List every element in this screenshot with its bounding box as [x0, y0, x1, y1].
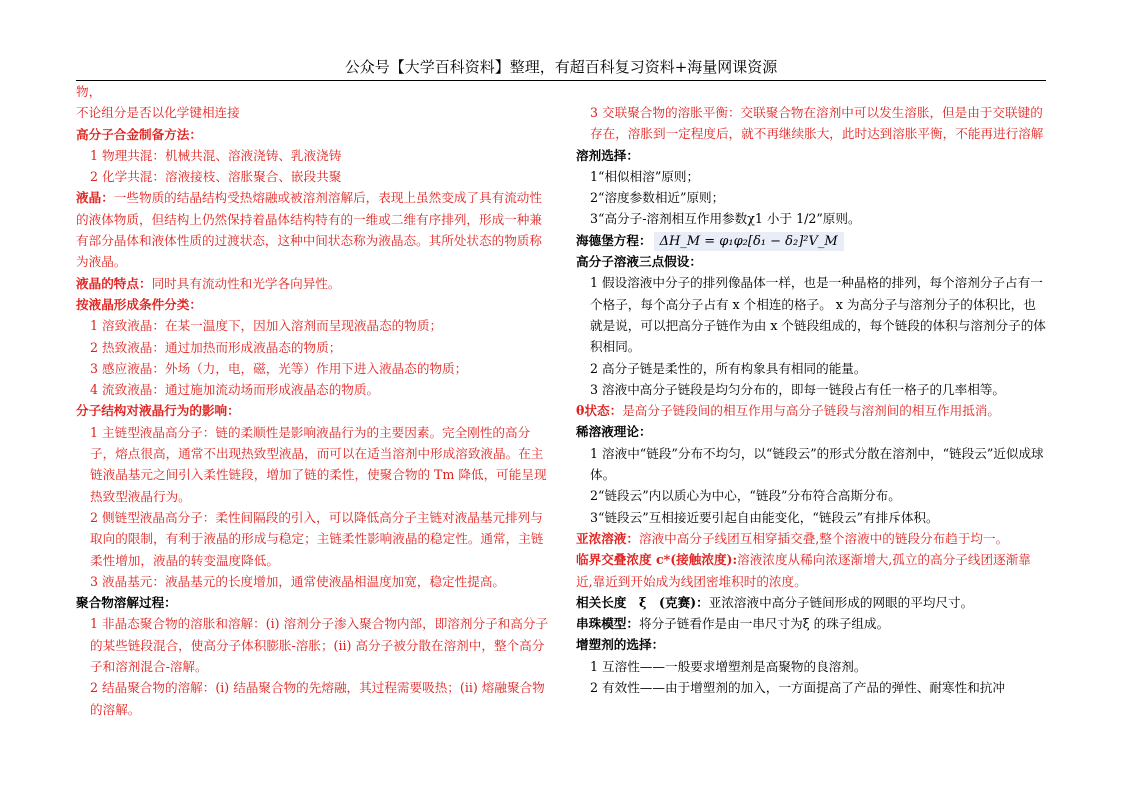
paragraph-text: 1 互溶性——一般要求增塑剂是高聚物的良溶剂。 — [590, 658, 867, 674]
paragraph-text: 2“链段云”内以质心为中心，“链段”分布符合高斯分布。 — [590, 488, 901, 504]
term-label: θ状态： — [576, 403, 623, 419]
left-paragraph — [76, 358, 550, 379]
paragraph-text: 1 溶液中“链段”分布不均匀，以“链段云”的形式分散在溶剂中，“链段云”近似成球体。 — [590, 445, 1044, 483]
term-label: 相关长度 ξ (克赛)： — [576, 594, 709, 610]
paragraph-text: 同时具有流动性和光学各向异性。 — [151, 275, 341, 291]
paragraph-text: 3 液晶基元：液晶基元的长度增加，通常使液晶相温度加宽，稳定性提高。 — [90, 573, 506, 589]
right-paragraph — [576, 549, 1047, 592]
paragraph-text: 稀溶液理论： — [576, 424, 652, 440]
right-paragraph — [576, 145, 1047, 166]
paragraph-text: 将分子链看作是由一串尺寸为ξ 的珠子组成。 — [638, 616, 890, 632]
paragraph-text: 1 物理共混：机械共混、溶液浇铸、乳液浇铸 — [90, 147, 342, 163]
paragraph-text: 是高分子链段间的相互作用与高分子链段与溶剂间的相互作用抵消。 — [622, 403, 1000, 419]
left-paragraph — [76, 294, 550, 315]
paragraph-text: 物， — [76, 84, 102, 99]
paragraph-text: 一些物质的结晶结构受热熔融或被溶剂溶解后，表现上虽然变成了具有流动性的液体物质，但结构上仍然保持着晶体结构特有的一维或二维有序排列，形成一种兼有部分晶体和液体性质的过渡状态，这种中间状态称为液晶态。其所处状态的物质称为液晶。 — [76, 190, 542, 270]
right-paragraph — [576, 358, 1047, 379]
right-paragraph — [576, 485, 1047, 506]
right-paragraph — [576, 166, 1047, 187]
left-paragraph — [76, 571, 550, 592]
left-column — [76, 81, 550, 720]
left-paragraph — [76, 166, 550, 187]
right-paragraph — [576, 102, 1047, 145]
paragraph-text: 高分子溶液三点假设： — [576, 254, 702, 270]
left-paragraph — [76, 273, 550, 294]
right-paragraph — [576, 507, 1047, 528]
paragraph-text: 3“链段云”互相接近要引起自由能变化，“链段云”有排斥体积。 — [590, 509, 939, 525]
paragraph-text: 2 侧链型液晶高分子：柔性间隔段的引入，可以降低高分子主链对液晶基元排列与取向的限制，有利于液晶的形成与稳定；主链柔性影响液晶的稳定性。通常，主链柔性增加，液晶的转变温度降低。 — [90, 509, 544, 568]
right-column — [576, 102, 1047, 698]
paragraph-text: 不论组分是否以化学键相连接 — [76, 105, 240, 121]
paragraph-text: 1 主链型液晶高分子：链的柔顺性是影响液晶行为的主要因素。完全刚性的高分子，熔点很高，通常不出现热致型液晶，而可以在适当溶剂中形成溶致液晶。在主链液晶基元之间引入柔性链段，增加了链的柔性，使聚合物的 Tm 降低，可能呈现热致型液晶行为。 — [90, 424, 547, 504]
right-paragraph — [576, 656, 1047, 677]
left-paragraph — [76, 613, 550, 677]
right-paragraph — [576, 634, 1047, 655]
paragraph-text: 溶液中高分子线团互相穿插交叠,整个溶液中的链段分布趋于均一。 — [638, 530, 1009, 546]
page-header: 公众号【大学百科资料】整理，有超百科复习资料+海量网课资源 — [344, 58, 778, 76]
right-paragraph — [576, 272, 1047, 357]
left-paragraph — [76, 677, 550, 720]
left-paragraph — [76, 507, 550, 571]
term-label: 临界交叠浓度 c*(接触浓度): — [576, 552, 738, 568]
left-paragraph — [76, 315, 550, 336]
paragraph-text: 1“相似相溶”原则； — [590, 168, 700, 184]
paragraph-text: 增塑剂的选择： — [576, 637, 665, 653]
left-paragraph — [76, 187, 550, 272]
term-label: 海德堡方程： — [576, 232, 652, 248]
paragraph-text: 2 化学共混：溶液接枝、溶胀聚合、嵌段共聚 — [90, 169, 342, 185]
paragraph-text: 1 假设溶液中分子的排列像晶体一样，也是一种晶格的排列，每个溶剂分子占有一个格子，每个高分子占有 x 个相连的格子。 x 为高分子与溶剂分子的体积比，也就是说，可以把高分子链作为由 x 个链段组成的，每个链段的体积与溶剂分子的体积相同。 — [590, 275, 1046, 355]
term-label: 液晶： — [76, 190, 114, 206]
paragraph-text: 2 高分子链是柔性的，所有构象具有相同的能量。 — [590, 360, 867, 376]
right-paragraph — [576, 677, 1047, 698]
paragraph-text: 高分子合金制备方法： — [76, 126, 202, 142]
left-paragraph — [76, 145, 550, 166]
left-paragraph — [76, 379, 550, 400]
right-paragraph — [576, 251, 1047, 272]
term-label: 串珠模型： — [576, 616, 639, 632]
term-label: 亚浓溶液： — [576, 530, 639, 546]
left-paragraph — [76, 422, 550, 507]
paragraph-text: 分子结构对液晶行为的影响： — [76, 403, 240, 419]
paragraph-text: 聚合物溶解过程： — [76, 595, 177, 611]
left-paragraph — [76, 337, 550, 358]
right-paragraph — [576, 379, 1047, 400]
left-paragraph — [76, 124, 550, 145]
paragraph-text: 3 溶液中高分子链段是均匀分布的，即每一链段占有任一格子的几率相等。 — [590, 381, 1006, 397]
right-paragraph — [576, 187, 1047, 208]
paragraph-text: 溶剂选择： — [576, 147, 639, 163]
paragraph-text: 2 热致液晶：通过加热而形成液晶态的物质； — [90, 339, 342, 355]
paragraph-text: 亚浓溶液中高分子链间形成的网眼的平均尺寸。 — [708, 594, 974, 610]
right-paragraph — [576, 443, 1047, 486]
right-paragraph — [576, 421, 1047, 442]
right-paragraph — [576, 208, 1047, 229]
paragraph-text: 2 有效性——由于增塑剂的加入，一方面提高了产品的弹性、耐寒性和抗冲 — [590, 680, 1006, 696]
paragraph-text: 1 非晶态聚合物的溶胀和溶解：(i) 溶剂分子渗入聚合物内部，即溶剂分子和高分子的某些链段混合，使高分子体积膨胀-溶胀；(ii) 高分子被分散在溶剂中，整个高分子和溶剂混合-溶解。 — [90, 616, 549, 675]
paragraph-text: 3“高分子-溶剂相互作用参数χ1 小于 1/2”原则。 — [590, 211, 861, 227]
right-paragraph — [576, 230, 1047, 251]
heidelberg-formula: ΔH_M = φ₁φ₂[δ₁ − δ₂]²V_M — [654, 232, 844, 251]
paragraph-text: 3 感应液晶：外场（力，电，磁，光等）作用下进入液晶态的物质； — [90, 360, 468, 376]
left-paragraph — [76, 81, 550, 102]
right-paragraph — [576, 613, 1047, 634]
left-paragraph — [76, 102, 550, 123]
paragraph-text: 4 流致液晶：通过施加流动场而形成液晶态的物质。 — [90, 382, 380, 398]
paragraph-text: 溶液浓度从稀向浓逐渐增大,孤立的高分子线团逐渐靠近,靠近到开始成为线团密堆积时的浓度。 — [576, 552, 1031, 589]
right-paragraph — [576, 592, 1047, 613]
left-paragraph — [76, 400, 550, 421]
paragraph-text: 2“溶度参数相近”原则； — [590, 190, 725, 206]
left-paragraph — [76, 592, 550, 613]
right-paragraph — [576, 528, 1047, 549]
term-label: 液晶的特点： — [76, 275, 152, 291]
paragraph-text: 按液晶形成条件分类： — [76, 296, 202, 312]
right-paragraph — [576, 400, 1047, 421]
paragraph-text: 1 溶致液晶：在某一温度下，因加入溶剂而呈现液晶态的物质； — [90, 318, 443, 334]
paragraph-text: 3 交联聚合物的溶胀平衡：交联聚合物在溶剂中可以发生溶胀，但是由于交联键的存在，溶胀到一定程度后，就不再继续胀大，此时达到溶胀平衡，不能再进行溶解 — [590, 105, 1044, 142]
paragraph-text: 2 结晶聚合物的溶解：(i) 结晶聚合物的先熔融，其过程需要吸热；(ii) 熔融聚合物的溶解。 — [90, 680, 545, 717]
